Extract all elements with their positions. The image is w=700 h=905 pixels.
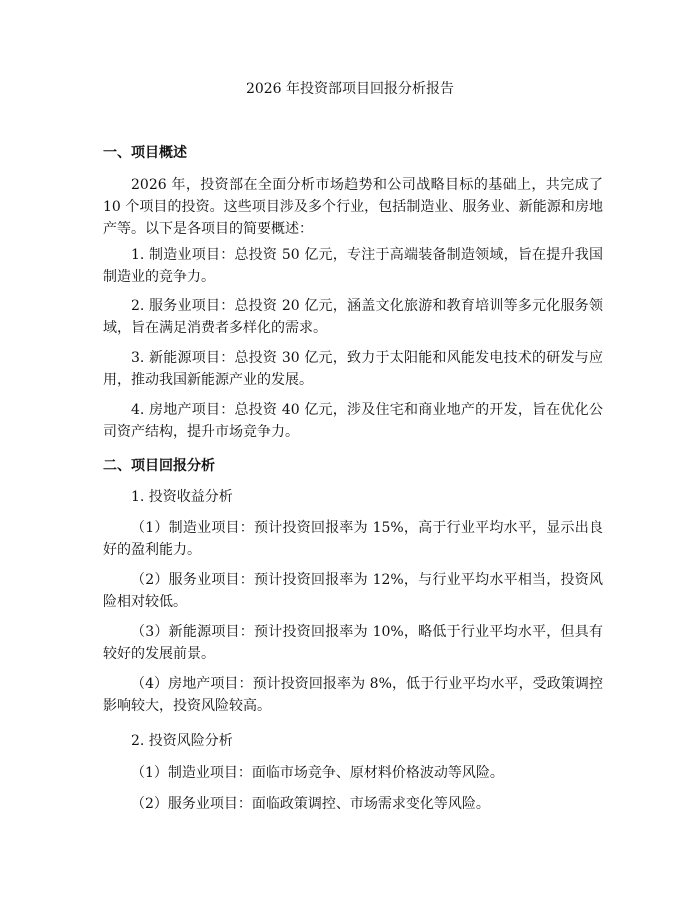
return-item-new-energy: （3）新能源项目：预计投资回报率为 10%，略低于行业平均水平，但具有较好的发展前景。 <box>103 624 603 662</box>
section-heading-overview: 一、项目概述 <box>103 145 187 161</box>
overview-item-new-energy: 3. 新能源项目：总投资 30 亿元，致力于太阳能和风能发电技术的研发与应用，推动我国新能源产业的发展。 <box>103 350 603 388</box>
subheading-risk-analysis: 2. 投资风险分析 <box>131 733 233 749</box>
return-item-services: （2）服务业项目：预计投资回报率为 12%，与行业平均水平相当，投资风险相对较低。 <box>103 572 603 610</box>
subheading-return-income: 1. 投资收益分析 <box>131 489 233 505</box>
section-heading-return-analysis: 二、项目回报分析 <box>103 458 215 474</box>
return-item-real-estate: （4）房地产项目：预计投资回报率为 8%，低于行业平均水平，受政策调控影响较大，投资风险较高。 <box>103 676 603 714</box>
overview-item-real-estate: 4. 房地产项目：总投资 40 亿元，涉及住宅和商业地产的开发，旨在优化公司资产结构，提升市场竞争力。 <box>103 402 603 440</box>
overview-item-manufacturing: 1. 制造业项目：总投资 50 亿元，专注于高端装备制造领域，旨在提升我国制造业的竞争力。 <box>103 247 603 285</box>
overview-item-services: 2. 服务业项目：总投资 20 亿元，涵盖文化旅游和教育培训等多元化服务领域，旨在满足消费者多样化的需求。 <box>103 298 603 336</box>
overview-intro-paragraph: 2026 年，投资部在全面分析市场趋势和公司战略目标的基础上，共完成了 10 个项目的投资。这些项目涉及多个行业，包括制造业、服务业、新能源和房地产等。以下是各项目的简要概述： <box>103 177 603 237</box>
risk-item-manufacturing: （1）制造业项目：面临市场竞争、原材料价格波动等风险。 <box>131 765 504 781</box>
risk-item-services: （2）服务业项目：面临政策调控、市场需求变化等风险。 <box>131 796 490 812</box>
return-item-manufacturing: （1）制造业项目：预计投资回报率为 15%，高于行业平均水平，显示出良好的盈利能力。 <box>103 520 603 558</box>
document-title: 2026 年投资部项目回报分析报告 <box>245 81 455 97</box>
